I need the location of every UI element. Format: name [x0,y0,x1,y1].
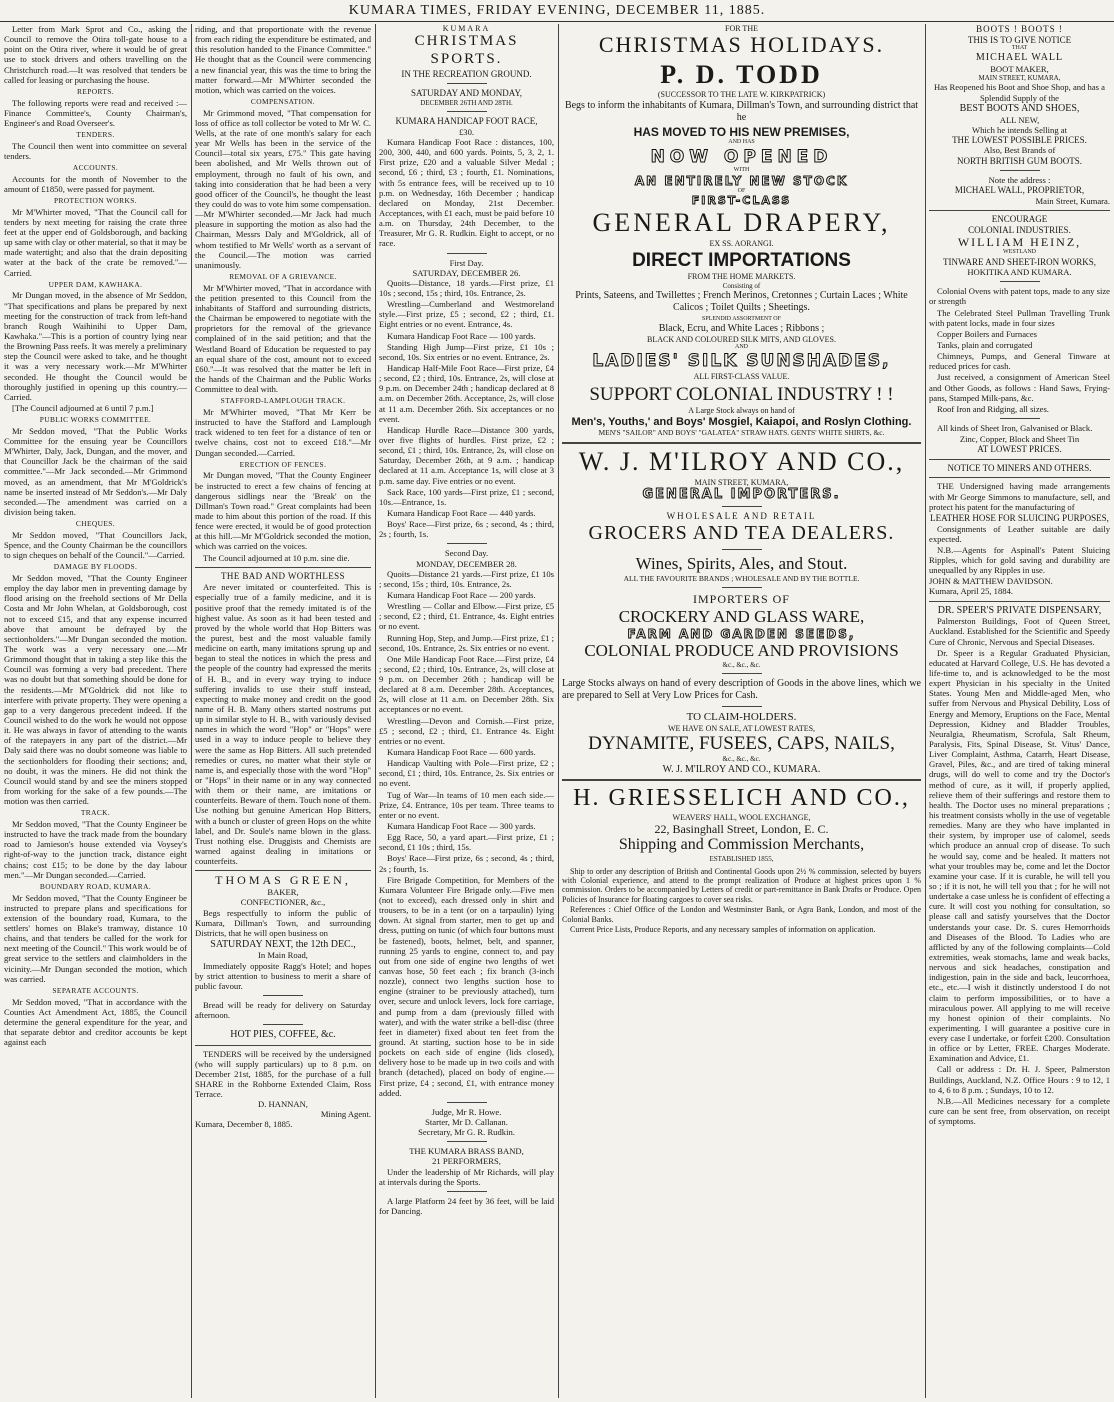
section-heading: PUBLIC WORKS COMMITTEE. [39,415,152,425]
sports-event: Boys' Race—First prize, 6s ; second, 4s ; third, 2s ; fourth, 1s. [379,853,554,874]
article-paragraph: riding, and that proportionate with the revenue from each riding the expenditure be estimated, and this resolution handed to the Finance Committee." He thought that as the Council were commencing a new financial year, this was the time to bring the matter forward.—Mr M'Whirter seconded the motion, which was carried on the voices. [195,24,371,95]
ad-line: Secretary, Mr G. R. Rudkin. [418,1127,515,1138]
ad-title: SUPPORT COLONIAL INDUSTRY ! ! [589,383,894,405]
sports-event: Wrestling—Devon and Cornish.—First prize, £5 ; second, £2 ; third, £1. Entrance 4s. Eight entries or no event. [379,715,554,746]
ad-line: Note the address : [988,175,1051,186]
ad-line: THE LOWEST POSSIBLE PRICES. [952,134,1087,145]
ad-line: Judge, Mr R. Howe. [431,1106,502,1117]
section-heading: STAFFORD-LAMPLOUGH TRACK. [220,396,346,406]
sports-event: Running Hop, Step, and Jump.—First prize, £1 ; second, 10s. Entrance, 2s. Six entries or no event. [379,632,554,653]
ad-body: N.B.—Agents for Aspinall's Patent Sluicing Ripples, which for gold saving and durability are unequalled by any Ripples in use. [929,544,1110,576]
ad-line: Prints, Sateens, and Twillettes ; French Merinos, Cretonnes ; Curtain Laces ; White Calicos ; Toilet Quilts ; Sheetings. [575,290,908,314]
ad-line: Kumara, April 25, 1884. [929,586,1014,597]
ad-line: EX SS. AORANGI. [709,238,774,248]
ad-body: Immediately opposite Ragg's Hotel; and hopes by strict attention to business to merit a share of public favour. [195,960,371,991]
ad-body: Under the leadership of Mr Richards, will play at intervals during the Sports. [379,1166,554,1187]
ad-body: Current Price Lists, Produce Reports, and any necessary samples of information on application. [570,925,876,935]
ad-line: SATURDAY AND MONDAY, [410,88,523,99]
ad-line: COLONIAL INDUSTRIES. [968,224,1071,235]
ad-title: GENERAL DRAPERY, [592,207,891,237]
ad-body: Begs respectfully to inform the public of Kumara, Dillman's Town, and surrounding Districts, that he will open business on [195,907,371,939]
ad-line: MAIN STREET, KUMARA, [694,477,789,487]
ad-body: TENDERS will be received by the undersigned (who will supply particulars) up to 8 p.m. on December 21st, 1885, for the purchase of a full SHARE in the Rohborne Extended Claim, Ross Terrace. [195,1048,371,1100]
ad-body: All kinds of Sheet Iron, Galvanised or Black. [937,422,1093,433]
ad-line: &c., &c., &c. [722,660,761,669]
sports-event: Egg Race, 50, a yard apart.—First prize, £1 ; second, £1 10s ; third, 15s. [379,832,554,853]
ad-line: SPLENDID ASSORTMENT OF [702,316,781,323]
ad-line: CONFECTIONER, &c., [240,896,326,907]
ad-title: BOOTS ! BOOTS ! [976,24,1063,34]
ad-line: MAIN STREET, KUMARA, [978,74,1061,83]
ad-line: WITH [733,166,750,173]
sports-event: Kumara Handicap Foot Race — 600 yards. [387,747,536,758]
ad-title: H. GRIESSELICH AND CO., [573,785,910,812]
ad-line: THAT [1011,45,1028,52]
column-rule [925,24,926,1398]
sports-event: Kumara Handicap Foot Race — 200 yards. [387,589,536,600]
article-paragraph: Mr M'Whirter moved, "That Mr Kerr be instructed to have the Stafford and Lamplough track widened to ten feet for a distance of ten or twelve chains, cost not to exceed £18."—Mr Dungan seconded.—Carried. [195,406,371,458]
ad-title: CROCKERY AND GLASS WARE, [618,606,865,626]
ad-line: AND HAS [728,139,755,146]
article-paragraph: Mr Seddon moved, "That the County Engineer be instructed to prepare plans and specifications for extension of the boundary road, Kumara, to the settlers' homes on Blake's tramway, distance 10 chains, and that tenders be called for the work for next meeting of the Council." This work would be of great service to the settlers and claimholders in the vicinity.—Mr Dungan seconded the motion, which was carried. [4,892,187,984]
article-paragraph: Accounts for the month of November to the amount of £1850, were passed for payment. [4,173,187,194]
sports-event: Handicap Hurdle Race—Distance 300 yards, over five flights of hurdles. First prize, £2 ; second, £1 ; third, 10s. Entrance, 2s, will close on Saturday, December 26th, at 9 a.m. ; handicap declared at 11 a.m. Acceptance 1s, will close at 3 p.m. same day. Five entries or no event. [379,424,554,486]
ad-title: MICHAEL WALL [975,52,1064,64]
ad-line: ENCOURAGE [991,214,1048,225]
ad-title: COLONIAL PRODUCE AND PROVISIONS [584,640,899,660]
ad-line: FIRST-CLASS [691,193,792,207]
ad-line: TO CLAIM-HOLDERS. [686,710,797,723]
section-heading: REMOVAL OF A GRIEVANCE. [229,271,337,281]
ad-line: Splendid Supply of the [979,92,1059,103]
sports-event: Sack Race, 100 yards—First prize, £1 ; second, 10s.—Entrance, 1s. [379,486,554,507]
ad-line: Begs to inform the inhabitants of Kumara, Dillman's Town, and surrounding district that he [564,99,919,123]
ad-tenders [195,1049,371,1130]
ad-body: N.B.—All Medicines necessary for a complete cure can be sent free, from observation, on receipt of symptoms. [929,1095,1110,1127]
article-paragraph: Mr Seddon moved, "That the Public Works Committee for the ensuing year be Councillors M'Whirter, Daly, Jack, Dungan, and the mover, and that Councillor Jack be the chairman of the said committee."—Mr Jack seconded.—Mr Grimmond moved, as an amendment, that Mr M'Goldrick's name be inserted instead of Mr Seddon's.—Mr Daly seconded.—The amendment was carried on a division being taken. [4,425,187,518]
ad-body: Roof Iron and Ridging, all sizes. [937,403,1049,414]
sports-event: Kumara Handicap Foot Race — 300 yards. [387,821,536,832]
ad-title: P. D. TODD [660,59,823,89]
ad-line: WHOLESALE AND RETAIL [666,511,817,522]
ad-line: Mining Agent. [320,1109,371,1120]
ad-line: ALL FIRST-CLASS VALUE. [693,371,790,381]
ad-line: GENERAL IMPORTERS. [642,486,841,502]
ad-title: Shipping and Commission Merchants, [618,836,865,854]
ad-line: WESTLAND [1003,249,1036,256]
ad-body: Fire Brigade Competition, for Members of the Kumara Volunteer Fire Brigade only.—Five men (not to exceed), each dressed only in shirt and trousers, to be in a tent (or on a tarpaulin) lying down. At signal from starter, men to get up and dress, putting on tunic (of which four buttons must be fastened), boots, helmet, belt, and spanner, running 25 yards to engine, connect to, and pay out from one side of engine two lengths of wet canvas hose, 50 feet each ; fix branch (3-inch nozzle), connect two lengths suction hose to engine (strainer to be previously attached), turn over, secure and unlock levers, lock fore carriage, and pump from a dam (previously filled with water), and with the water strike a bell-disc (three feet in diameter) fixed about ten feet from the ground. At starting, suction hose to be in side pockets on each side of engine (lids closed), delivery hose to be made up in two coils and with branch (detached), placed on body of engine.—First prize, £4 ; second, £1, with entrance money added. [379,874,554,1098]
ad-line: AT LOWEST PRICES. [977,444,1062,455]
article-paragraph: The Council adjourned at 10 p.m. sine die. [203,552,350,563]
ad-line: Has Reopened his Boot and Shoe Shop, and has a [934,82,1105,93]
ad-line: LEATHER HOSE FOR SLUICING PURPOSES, [930,512,1109,523]
ad-body: Bread will be ready for delivery on Saturday afternoon. [195,1000,371,1021]
column-notices [929,24,1110,1398]
article-paragraph: Letter from Mark Sprot and Co., asking the Council to remove the Otira toll-gate house to a point on the Otira river, where it would be of great use to stock drivers and others travelling on the Christchurch road.—It was resolved that tenders be called for leasing or purchasing the house. [4,24,187,85]
ad-line: First Day. [449,257,484,268]
ad-line: NORTH BRITISH GUM BOOTS. [957,155,1082,166]
ad-line: 21 PERFORMERS, [432,1156,501,1167]
column-rule [375,24,376,1398]
section-heading: BOUNDARY ROAD, KUMARA. [39,881,152,891]
ad-line: AND [735,344,748,351]
ad-line: HOKITIKA AND KUMARA. [967,267,1072,278]
ad-line: Kumara, December 8, 1885. [195,1119,293,1130]
ad-body: Colonial Ovens with patent tops, made to any size or strength [929,286,1110,307]
ad-line: FOR THE [725,24,758,33]
ad-line: BAKER, [267,887,299,898]
ad-body: Palmerston Buildings, Foot of Queen Street, Auckland. Established for the Scientific and Speedy Cure of Chronic, Nervous and Special Diseases. [929,616,1110,647]
ad-line: MONDAY, DECEMBER 28. [416,558,517,569]
ad-line: FARM AND GARDEN SEEDS, [627,626,856,641]
ad-line: ALL THE FAVOURITE BRANDS ; WHOLESALE AND BY THE BOTTLE. [623,573,860,583]
ad-line: &c., &c., &c. [722,755,761,764]
ad-title: Wines, Spirits, Ales, and Stout. [635,554,848,574]
article-paragraph: The following reports were read and received :—Finance Committee's, County Chairman's, Engineer's and Road Overseer's. [4,97,187,128]
ad-line: 22, Basinghall Street, London, E. C. [654,822,829,837]
ad-line: D. HANNAN, [258,1099,308,1110]
ad-body: Ship to order any description of British and Continental Goods upon 2½ % commission, selected by buyers with Colonial experience, and attend to the prompt realization of Produce at highest prices upon 1 % commission. Orders to be accompanied by Letters of credit or part-remittance in Bank Drafts or Produce. Open Policies of Insurance for floating cargoes to cover sea risks. [562,866,921,904]
ad-body: The Celebrated Steel Pullman Travelling Trunk with patent locks, made in four sizes [929,307,1110,328]
ad-body: Just received, a consignment of American Steel and Other Goods, as follows : Hand Saws, Frying-pans, Stamped Milk-pans, &c. [929,372,1110,403]
article-paragraph: Mr Seddon moved, "That in accordance with the Counties Act Amendment Act, 1885, the Council determine the general expenditure for the year, and that separate debtor and creditor accounts be kept against each [4,996,187,1048]
column-council-report-cont [195,24,371,1398]
ad-line: SATURDAY NEXT, the 12th DEC., [210,939,356,951]
ad-line: Black, Ecru, and White Laces ; Ribbons ; [658,323,825,335]
ad-line: IMPORTERS OF [693,592,790,607]
ad-line: TINWARE AND SHEET-IRON WORKS, [943,256,1096,267]
ad-line: Consisting of [722,281,761,290]
ad-line: Men's, Youths,' and Boys' Mosgiel, Kaiapoi, and Roslyn Clothing. [571,415,912,428]
section-heading: DAMAGE BY FLOODS. [53,562,138,572]
ad-line: (SUCCESSOR TO THE LATE W. KIRKPATRICK) [657,90,826,100]
ad-line: HOT PIES, COFFEE, &c. [230,1029,336,1041]
sports-event: Standing High Jump—First prize, £1 10s ; second, 10s. Six entries or no event. Entrance, 2s. [379,341,554,362]
ad-line: HAS MOVED TO HIS NEW PREMISES, [633,125,850,140]
sports-event: Quoits—Distance, 18 yards.—First prize, £1 10s ; second, 15s ; third, 10s. Entrance, 2s. [379,277,554,298]
ad-line: ESTABLISHED 1855, [709,855,774,864]
ad-title: DYNAMITE, FUSEES, CAPS, NAILS, [588,733,895,755]
section-heading: CHEQUES. [75,519,116,529]
ad-title: W. J. M'ILROY AND CO., [578,446,905,476]
article-paragraph: Mr Seddon moved, "That the County Engineer be instructed to have the track made from the boundary road to Jamieson's house extended via Voysey's right-of-way to the junction track, distance eight chains; cost £15; to be done by the day labour men."—Mr Dungan seconded.—Carried. [4,819,187,880]
section-heading: COMPENSATION. [250,96,316,106]
sports-event: Handicap Half-Mile Foot Race—First prize, £4 ; second, £2 ; third, 10s. Entrance, 2s, will close at 9 p.m. on December 24th ; handicap declared at 8 a.m. on December 26th. Acceptance, 2s, will close at 11 a.m. December 26th. Six acceptances or no event. [379,362,554,424]
article-paragraph: Mr Seddon moved, "That the County Engineer employ the day labor men in preventing damage by flood arising on the freehold sections of Mr Della Costa and Mr John Whelan, at Goldsborough, cost not to exceed £15, and that any expense incurred above that amount be defrayed by the sectionholders."—Mr Dungan seconded the motion. The work was a very necessary one.—Mr Grimmond thought that in taking a step like this the Council was forming a very bad precedent. There was no doubt but that something should be done for the residents.—Mr M'Goldrick did not like to interfere with private property. They were opening a gap to a very dangerous precedent indeed. If the Council wished to do the work he would not oppose it. He was always in favor of attending to the wants of the ratepayers in any part of the district.—Mr Daly said there was no doubt someone was liable to the sectionholders for flooding their sections; and, no doubt, it was the miners. He did not think the Council would stand by and see the miners stopped from working for the sake of a few pounds.—The motion was then carried. [4,573,187,807]
ad-body: Tanks, plain and corrugated [937,340,1033,350]
ad-line: BOOT MAKER, [990,64,1049,75]
ad-line: In Main Road, [258,949,308,960]
ad-line: DECEMBER 26TH AND 28TH. [420,99,513,108]
ad-body: Kumara Handicap Foot Race : distances, 100, 200, 300, 440, and 600 yards. Points, 5, 3, 2, 1. First prize, £20 and a valuable Silver Medal ; second, £6 ; third, £3 ; fourth, £1. Nominations, with 5s entrance fees, will be received up to 10 p.m. on Wednesday, 16th December ; handicap declared on Monday, 21st December. Acceptances, with £1 each, must be paid before 10 a.m. on Thursday, 24th December, to the Treasurer, Mr G. R. Rudkin. Eight to accept, or no race. [379,137,554,249]
column-christmas-sports [379,24,554,1398]
ad-title: CHRISTMAS HOLIDAYS. [598,32,885,58]
sports-event: Handicap Vaulting with Pole—First prize, £2 ; second, £1 ; third, 10s. Entrance, 2s. Six entries or no event. [379,758,554,789]
sports-event: Tug of War—In teams of 10 men each side.—Prize, £4. Entrance, 10s per team. Three teams to enter or no event. [379,789,554,820]
ad-title: DR. SPEER'S PRIVATE DISPENSARY, [937,604,1102,616]
sports-event: Kumara Handicap Foot Race — 440 yards. [387,507,536,518]
section-heading: TENDERS. [76,130,115,139]
ad-body: Consignments of Leather suitable are daily expected. [929,523,1110,544]
ad-body: Copper Boilers and Furnaces [937,328,1037,339]
section-heading: PROTECTION WORKS. [53,196,138,206]
ad-thomas-green [195,874,371,1041]
ad-line: MICHAEL WALL, PROPRIETOR, [954,185,1085,196]
ad-body: Chimneys, Pumps, and General Tinware at reduced prices for cash. [929,351,1110,372]
ad-title: GROCERS AND TEA DEALERS. [588,521,895,544]
ad-line: BEST BOOTS AND SHOES, [959,102,1080,114]
ad-line: A Large Stock always on hand of [688,406,795,416]
sports-event: Boys' Race—First prize, 6s ; second, 4s ; third, 2s ; fourth, 1s. [379,519,554,540]
ad-line: Zinc, Copper, Block and Sheet Tin [959,434,1080,445]
ad-line: WEAVERS' HALL, WOOL EXCHANGE, [672,812,811,822]
ad-line: ALL NEW, [999,114,1040,125]
ad-body: References : Chief Office of the London and Westminster Bank, or Agra Bank, London, and most of the Colonial Banks. [562,905,921,924]
ad-line: W. J. M'ILROY AND CO., KUMARA. [662,763,821,775]
sports-event: Kumara Handicap Foot Race — 100 yards. [387,330,536,341]
column-rule [191,24,192,1398]
article-paragraph: Mr Dungan moved, in the absence of Mr Seddon, "That specifications and plans be prepared by next meeting for the construction of track from left-hand branch Rough Waihinihi to Upper Dam, Kawhaka."—This is a portion of country lying near the Browning Pass reefs. It was merely a preliminary step the Council were asked to take, and he thought it was a very necessary work.—Mr M'Whirter seconded. He thought the Council would be thoroughly justified in opening up this country.—Carried. [4,290,187,402]
section-heading: THE BAD AND WORTHLESS [221,570,345,581]
ad-body: A large Platform 24 feet by 36 feet, will be laid for Dancing. [379,1195,554,1216]
article-paragraph: Are never imitated or counterfeited. This is especially true of a family medicine, and it is positive proof that the remedy imitated is of the highest value. As soon as it had been tested and proved by the whole world that Hop Bitters was the purest, best and the most valuable family medicine on earth, many imitations sprung up and began to steal the notices in which the press and the people of the country had expressed the merits of H. B., and in every way trying to induce suffering invalids to use their stuff instead, expecting to make money and credit on the good name of H. B. Many others started nostrums put up in similar style to H. B., with variously devised names in which the word "Hop" or "Hops" were used in a way to induce people to believe they were the same as Hop Bitters. All such pretended remedies or cures, no matter what their style or name is, and especially those with the word "Hop" or "Hops" in their name or in any way connected with them or their name, are imitations or counterfeits. Beware of them. Touch none of them. Use nothing but genuine American Hop Bitters, with a bunch or cluster of green Hops on the white label, and Dr. Soule's name blown in the glass. Trust nothing else. Druggists and Chemists are warned against dealing in imitations or counterfeits. [195,582,371,867]
ad-line: JOHN & MATTHEW DAVIDSON. [929,576,1053,587]
sports-event: Wrestling — Collar and Elbow.—First prize, £5 ; second, £2 ; third, £1. Entrance, 4s. Eight entries or no event. [379,601,554,632]
ad-title: THOMAS GREEN, [215,873,351,888]
section-heading: TRACK. [80,808,111,818]
ad-line: THE KUMARA BRASS BAND, [409,1146,524,1157]
ad-title: WILLIAM HEINZ, [957,235,1082,250]
ad-line: IN THE RECREATION GROUND. [401,68,532,79]
ad-line: WE HAVE ON SALE, AT LOWEST RATES, [667,723,816,733]
sports-event: One Mile Handicap Foot Race.—First prize, £4 ; second, £2 ; third, 10s. Entrance, 2s, will close at 9 p.m. on December 26th ; handicap will be declared at 8 a.m. December 28th. Acceptances, 2s, will close at 11 a.m. on December 28th. Six acceptances or no event. [379,653,554,715]
ad-line: Main Street, Kumara. [1035,195,1110,206]
ad-line: NOW OPENED [650,146,833,167]
ad-line: £30. [458,126,475,137]
section-heading: ERECTION OF FENCES. [239,459,327,469]
sports-event: Quoits—Distance 21 yards.—First prize, £1 10s ; second, 15s ; third, 10s. Entrance, 2s. [379,568,554,589]
article-paragraph: [The Council adjourned at 6 until 7 p.m.] [12,403,154,414]
ad-title: CHRISTMAS SPORTS. [414,33,519,68]
ad-body: THE Undersigned having made arrangements with Mr George Simmons to manufacture, sell, and protect his patent for the manufacturing of [929,481,1110,512]
section-heading: ACCOUNTS. [72,163,119,173]
ad-title: NOTICE TO MINERS AND OTHERS. [947,462,1092,473]
section-heading: UPPER DAM, KAWHAKA. [48,279,143,289]
ad-line: BLACK AND COLOURED SILK MITS, AND GLOVES. [647,334,836,344]
ad-line: OF [737,187,746,194]
ad-title: DIRECT IMPORTATIONS [632,250,851,271]
article-paragraph: Mr Grimmond moved, "That compensation for loss of office as toll collector be voted to Mr W. C. Wells, at the rate of one month's salary for each year Mr Wells has been in the service of the Council—total six years, £75." This gate having been abolished, and Mr Wells thrown out of employment, through no fault of his own, and taking into consideration that he had been a very good officer of the Council's, he thought the least they could do was to vote him some compensation.—Mr M'Whirter seconded.—Mr Jack had much pleasure in supporting the motion as also had the Chairman, Messrs Daly and M'Goldrick, all of whom testified to Mr Wells' worth as a servant of the Council.—The motion was carried unanimously. [195,107,371,270]
column-council-report [4,24,187,1398]
ad-line: Large Stocks always on hand of every description of Goods in the above lines, which we are prepared to Sell at Very Low Prices for Cash. [562,678,921,701]
ad-line: SATURDAY, DECEMBER 26. [412,267,521,278]
article-paragraph: The Council then went into committee on several tenders. [4,140,187,161]
masthead: KUMARA TIMES, FRIDAY EVENING, DECEMBER 11, 1885. [0,0,1114,22]
ad-line: AN ENTIRELY NEW STOCK [634,173,849,188]
section-heading: SEPARATE ACCOUNTS. [52,985,139,995]
article-paragraph: Mr M'Whirter moved, "That the Council call for tenders by next meeting for raising the crate three feet at the upper end of Goldsborough, and backing up same with clay or other material, so that it may be made watertight; and also that the drain depositing water at the back of the crate be removed."—Carried. [4,206,187,278]
ad-line: Starter, Mr D. Callanan. [425,1116,508,1127]
column-advertisements [562,24,921,1398]
ad-line: Also, Best Brands of [983,145,1056,156]
article-paragraph: Mr Dungan moved, "That the County Engineer be instructed to erect a few chains of fencing at dangerous sidlings near the 'Break' on the Dillman's Town road." Great complaints had been made to him about this portion of the road. If this fence were erected, it would be of good protection at this hill.—Mr M'Goldrick seconded the motion, which was carried on the voices. [195,470,371,552]
ad-line: MEN'S "SAILOR" AND BOYS' "GALATEA" STRAW HATS. GENTS' WHITE SHIRTS, &c. [598,428,885,437]
ad-body: Dr. Speer is a Regular Graduated Physician, educated at Harvard College, U.S. He has devoted a life-time to, and is acknowledged to be the most expert Physician in his specialty in the United States. Young Men and Middle-aged Men, who suffer from Nervous and Physical Debility, Loss of Energy and Memory, Eruptions on the Face, Mental Depression, Kidney and Bladder Troubles, Neuralgia, Rheumatism, Scrofula, Salt Rheum, Paralysis, Fits, Spinal Disease, St. Vitus' Dance, Liver Complaint, Asthma, Catarrh, Heart Disease, Gravel, Piles, &c., and are tired of taking mineral drugs, will do well to come and try the Doctor's method of cure, as it will, if properly applied, relieve them of their sufferings and restore them to health. The Doctor uses no mineral preparations ; his treatment consists wholly in the use of vegetable remedies. Many are they who have implanted in their system, by improper use of calomel, seeds which produce an annual crop of disease. To such he would say, come and be healed. It matters not what your troubles may be, come and let the Doctor examine your case. If it is curable, he will tell you so ; if it is not, he will tell you that ; for he will not undertake a case unless he is confident of effecting a cure. It will cost you nothing for consultation, so please call and satisfy yourselves that the Doctor understands your case. Dr. S. cures Hemorrhoids and Diseases of the Blood. To Ladies who are afflicted by any of the following complaints—Cold extremities, weak stomachs, lame and weak backs, nervous and sick headaches, constipation and indigestion, pain in the side and back, leucorrhoea, etc., etc.—I wish it distinctly understood I do not claim to perform impossibilities, or to have a miraculous power. All applying to me will receive my honest opinion of their complaints. No experimenting. I will guarantee a positive cure in every case I undertake, or forfeit £200. Consultation in office or by Letter, FREE. Charges Moderate. Examination and Advice, £1. [929,647,1110,1064]
ad-line: KUMARA HANDICAP FOOT RACE, [395,116,538,127]
ad-line: KUMARA [442,24,491,33]
ad-line: Which he intends Selling at [972,124,1067,135]
article-paragraph: Mr M'Whirter moved, "That in accordance with the petition presented to this Council from the inhabitants of Stafford and surrounding districts, the Chairman be empowered to negotiate with the proprietors for the removal of the grievance complained of in the said petition; and that the Westland Board of Education be requested to pay an equal share of the cost, amount not to exceed £60."—It was resolved that the matter be left in the hands of the Chairman and the Public Works Committee to deal with. [195,282,371,395]
ad-title: LADIES' SILK SUNSHADES, [592,351,891,372]
sports-event: Wrestling—Cumberland and Westmoreland style.—First prize, £5 ; second, £2 ; third, £1. Eight entries or no event. Entrance, 4s. [379,299,554,330]
ad-line: FROM THE HOME MARKETS. [687,272,796,282]
section-heading: REPORTS. [76,86,115,96]
ad-line: THIS IS TO GIVE NOTICE [967,34,1072,45]
article-paragraph: Mr Seddon moved, "That Councillors Jack, Spence, and the County Chairman be the councillors to sign cheques on behalf of the Council."—Carried. [4,529,187,561]
column-rule [558,24,559,1398]
ad-line: Second Day. [444,548,489,559]
ad-body: Call or address : Dr. H. J. Speer, Palmerston Buildings, Auckland, N.Z. Office Hours : 9 to 12, 1 to 4, 6 to 8 p.m. ; Sundays, 10 to 12. [929,1064,1110,1095]
